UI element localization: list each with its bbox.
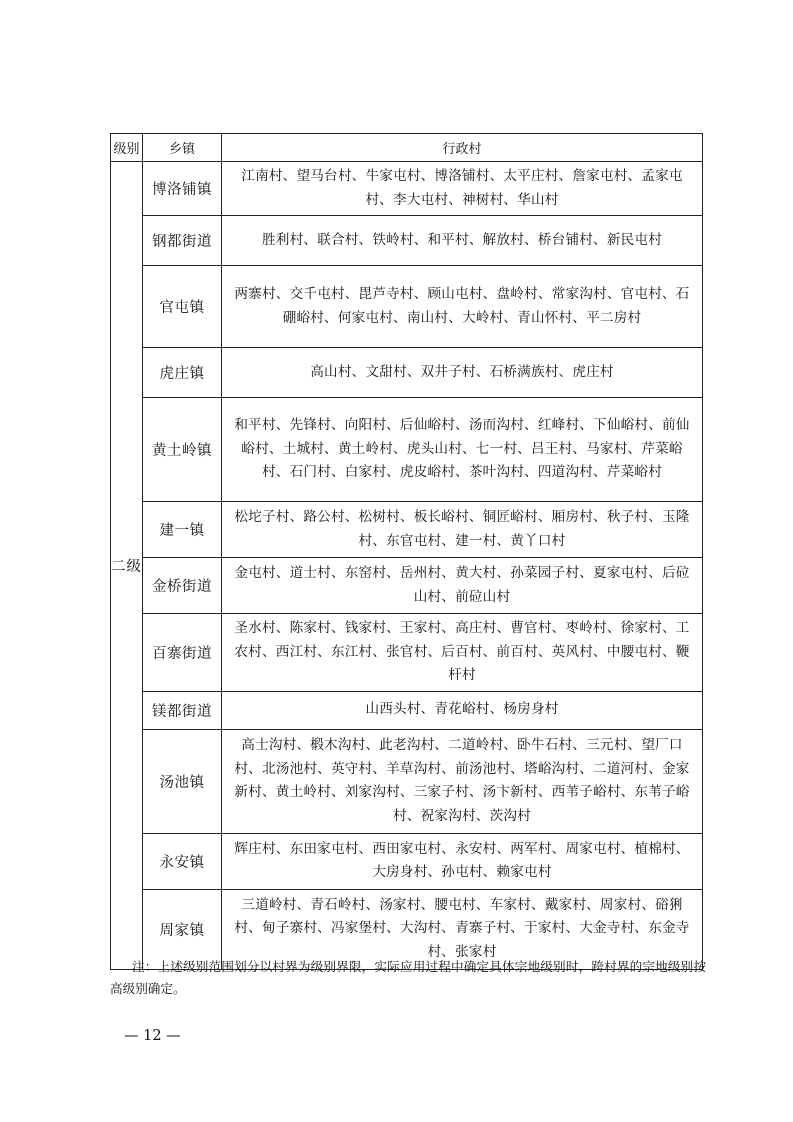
table-row	[111, 614, 703, 692]
table-row	[111, 266, 703, 348]
town-cell: 建一镇	[143, 502, 222, 558]
table-row	[111, 691, 703, 729]
header-level: 级别	[111, 134, 143, 162]
table-row	[111, 729, 703, 833]
table-row	[111, 348, 703, 398]
table-row	[111, 833, 703, 889]
villages-cell: 江南村、望马台村、牛家屯村、博洛铺村、太平庄村、詹家屯村、孟家屯村、李大屯村、神树村、华山村	[222, 162, 703, 216]
level-cell: 二级	[111, 162, 143, 970]
village-level-table	[110, 133, 703, 970]
table-row	[111, 558, 703, 614]
table-row	[111, 502, 703, 558]
villages-cell: 三道岭村、青石岭村、汤家村、腰屯村、车家村、戴家村、周家村、硲猁村、甸子寨村、冯家堡村、大沟村、青寨子村、于家村、大金寺村、东金寺村、张家村	[222, 889, 703, 969]
town-cell: 镁都街道	[143, 691, 222, 729]
town-cell: 汤池镇	[143, 729, 222, 833]
villages-cell: 胜利村、联合村、铁岭村、和平村、解放村、桥台铺村、新民屯村	[222, 216, 703, 266]
town-cell: 百寨街道	[143, 614, 222, 692]
town-cell: 钢都街道	[143, 216, 222, 266]
villages-cell: 金屯村、道士村、东窑村、岳州村、黄大村、孙菜园子村、夏家屯村、后砬山村、前砬山村	[222, 558, 703, 614]
table-row	[111, 162, 703, 216]
table-row	[111, 398, 703, 502]
villages-cell: 辉庄村、东田家屯村、西田家屯村、永安村、两军村、周家屯村、植棉村、大房身村、孙屯村、赖家屯村	[222, 833, 703, 889]
villages-cell: 两寨村、交千屯村、毘芦寺村、顾山屯村、盘岭村、常家沟村、官屯村、石硼峪村、何家屯村、南山村、大岭村、青山怀村、平二房村	[222, 266, 703, 348]
town-cell: 永安镇	[143, 833, 222, 889]
town-cell: 博洛铺镇	[143, 162, 222, 216]
villages-cell: 山西头村、青花峪村、杨房身村	[222, 691, 703, 729]
villages-cell: 高士沟村、椴木沟村、此老沟村、二道岭村、卧牛石村、三元村、望厂口村、北汤池村、英守村、羊草沟村、前汤池村、塔峪沟村、二道河村、金家新村、黄土岭村、刘家沟村、三家子村、汤卞新村、西苇子峪村、东苇子峪村、祝家沟村、茨沟村	[222, 729, 703, 833]
town-cell: 官屯镇	[143, 266, 222, 348]
villages-cell: 圣水村、陈家村、钱家村、王家村、高庄村、曹官村、枣岭村、徐家村、工农村、西江村、东江村、张官村、后百村、前百村、英风村、中腰屯村、鞭杆村	[222, 614, 703, 692]
page-number: — 12 —	[124, 1028, 181, 1044]
footnote: 注：上述级别范围划分以村界为级别界限，实际应用过程中确定具体宗地级别时，跨村界的宗地级别按高级别确定。	[110, 959, 706, 996]
town-cell: 金桥街道	[143, 558, 222, 614]
table-header-row	[111, 134, 703, 162]
villages-cell: 和平村、先锋村、向阳村、后仙峪村、汤而沟村、红峰村、下仙峪村、前仙峪村、土城村、黄土岭村、虎头山村、七一村、吕王村、马家村、芹菜峪村、石门村、白家村、虎皮峪村、茶叶沟村、四道沟村、芹菜峪村	[222, 398, 703, 502]
town-cell: 虎庄镇	[143, 348, 222, 398]
town-cell: 黄土岭镇	[143, 398, 222, 502]
villages-cell: 高山村、文甜村、双井子村、石桥满族村、虎庄村	[222, 348, 703, 398]
header-villages: 行政村	[222, 134, 703, 162]
town-cell: 周家镇	[143, 889, 222, 969]
header-town: 乡镇	[143, 134, 222, 162]
table-row	[111, 216, 703, 266]
village-level-table-container	[110, 133, 702, 970]
villages-cell: 松坨子村、路公村、松树村、板长峪村、铜匠峪村、厢房村、秋子村、玉隆村、东官屯村、建一村、黄丫口村	[222, 502, 703, 558]
